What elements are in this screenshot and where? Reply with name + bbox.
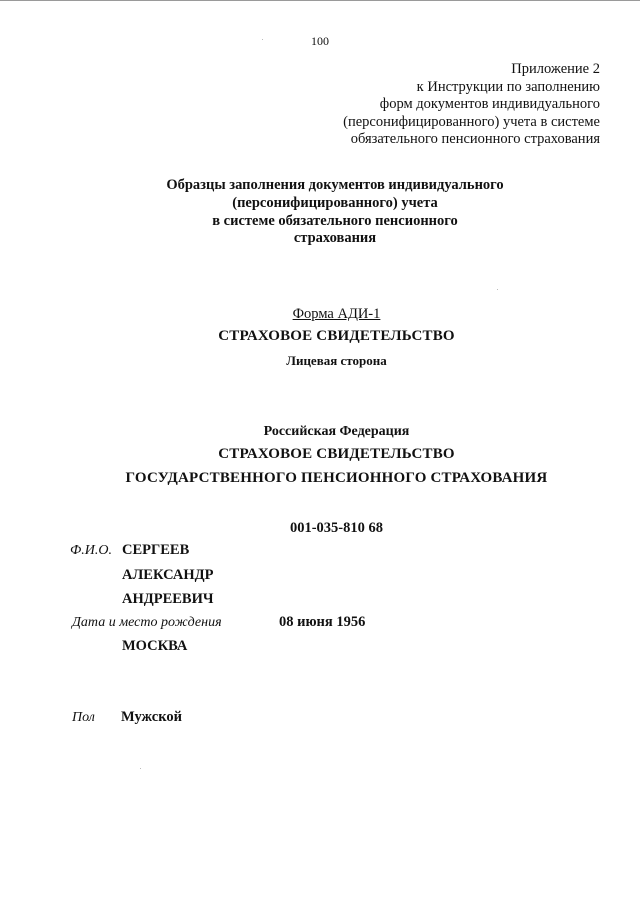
scan-speck xyxy=(497,289,498,290)
scan-speck xyxy=(262,39,263,40)
sex-label: Пол xyxy=(72,710,95,725)
scan-speck xyxy=(140,768,141,769)
first-name-value: АЛЕКСАНДР xyxy=(122,567,214,583)
appendix-line: к Инструкции по заполнению xyxy=(416,78,600,95)
samples-title xyxy=(100,177,570,248)
appendix-line: обязательного пенсионного страхования xyxy=(350,131,600,148)
side-label: Лицевая сторона xyxy=(286,353,387,368)
appendix-header xyxy=(343,61,600,149)
surname-value: СЕРГЕЕВ xyxy=(122,542,190,558)
birth-label: Дата и место рождения xyxy=(72,615,222,630)
sex-value: Мужской xyxy=(121,709,183,725)
samples-title-line: (персонифицированного) учета xyxy=(232,194,438,211)
appendix-line: форм документов индивидуального xyxy=(379,96,600,113)
patronymic-value: АНДРЕЕВИЧ xyxy=(122,591,214,607)
page-number: 100 xyxy=(311,34,329,48)
certificate-title-line1: СТРАХОВОЕ СВИДЕТЕЛЬСТВО xyxy=(218,446,455,462)
birth-date-value: 08 июня 1956 xyxy=(279,614,366,630)
form-label: Форма АДИ-1 xyxy=(292,306,381,322)
insurance-number: 001-035-810 68 xyxy=(289,520,384,536)
appendix-line: Приложение 2 xyxy=(511,61,600,77)
country-heading: Российская Федерация xyxy=(263,424,410,439)
fio-label: Ф.И.О. xyxy=(70,543,112,558)
certificate-title-line2: ГОСУДАРСТВЕННОГО ПЕНСИОННОГО СТРАХОВАНИЯ xyxy=(125,470,548,486)
top-rule xyxy=(0,0,640,1)
samples-title-line: Образцы заполнения документов индивидуального xyxy=(166,177,504,193)
samples-title-line: в системе обязательного пенсионного xyxy=(212,212,458,229)
birth-place-value: МОСКВА xyxy=(122,638,188,654)
form-title: СТРАХОВОЕ СВИДЕТЕЛЬСТВО xyxy=(218,328,455,344)
samples-title-line: страхования xyxy=(293,230,377,247)
appendix-line: (персонифицированного) учета в системе xyxy=(343,113,600,130)
